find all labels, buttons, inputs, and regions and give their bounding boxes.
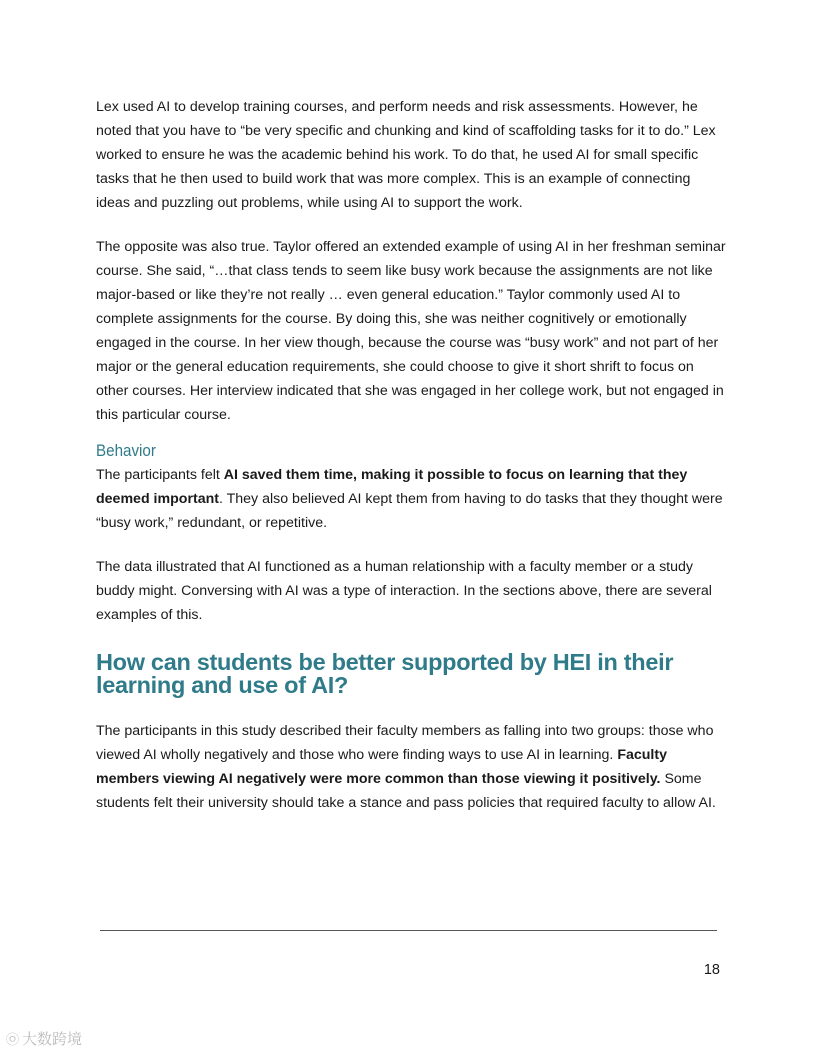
paragraph-behavior-1 — [96, 463, 726, 535]
behavior-heading: Behavior — [96, 442, 156, 460]
watermark — [6, 1028, 82, 1049]
paragraph-taylor: The opposite was also true. Taylor offered an extended example of using AI in her freshman seminar course. She said, “…that class tends to seem like busy work because the assignments are not like major-based or like they’re not really … even general education.” Taylor commonly used AI to complete assignments for the course. By doing this, she was neither cognitively or emotionally engaged in the course. In her view though, because the course was “busy work” and not part of her major or the general education requirements, she could choose to give it short shrift to focus on other courses. Her interview indicated that she was engaged in her college work, but not engaged in this particular course. — [96, 239, 726, 423]
watermark-text: 大数跨境 — [22, 1031, 83, 1048]
paragraph-behavior-2: The data illustrated that AI functioned as a human relationship with a faculty member or a study buddy might. Conversing with AI was a type of interaction. In the sections above, there are several examples of this. — [96, 559, 712, 623]
watermark-logo-icon: ㉧ — [6, 1032, 20, 1047]
text-span: . They also believed AI kept them from having to do tasks that they thought were “busy work,” redundant, or repetitive. — [96, 491, 723, 531]
bold-finding: AI saved them time, making it possible to focus on learning that they deemed important — [96, 467, 688, 507]
text-span: Some students felt their university should take a stance and pass policies that required faculty to allow AI. — [96, 771, 716, 811]
page-number: 18 — [703, 962, 720, 978]
text-span: The participants felt — [96, 467, 224, 483]
page-body — [96, 95, 726, 815]
paragraph-lex: Lex used AI to develop training courses, and perform needs and risk assessments. However, he noted that you have to “be very specific and chunking and kind of scaffolding tasks for it to do.” Lex worked to ensure he was the academic behind his work. To do that, he used AI for small specific tasks that he then used to build work that was more complex. This is an example of connecting ideas and puzzling out problems, while using AI to support the work. — [96, 99, 716, 211]
bold-finding: Faculty members viewing AI negatively were more common than those viewing it positively. — [96, 747, 667, 787]
footer-divider — [100, 930, 717, 931]
paragraph-support — [96, 719, 726, 815]
section-heading-support: How can students be better supported by HEI in their learning and use of AI? — [96, 649, 674, 698]
text-span: The participants in this study described their faculty members as falling into two groups: those who viewed AI wholly negatively and those who were finding ways to use AI in learning. — [96, 723, 714, 763]
